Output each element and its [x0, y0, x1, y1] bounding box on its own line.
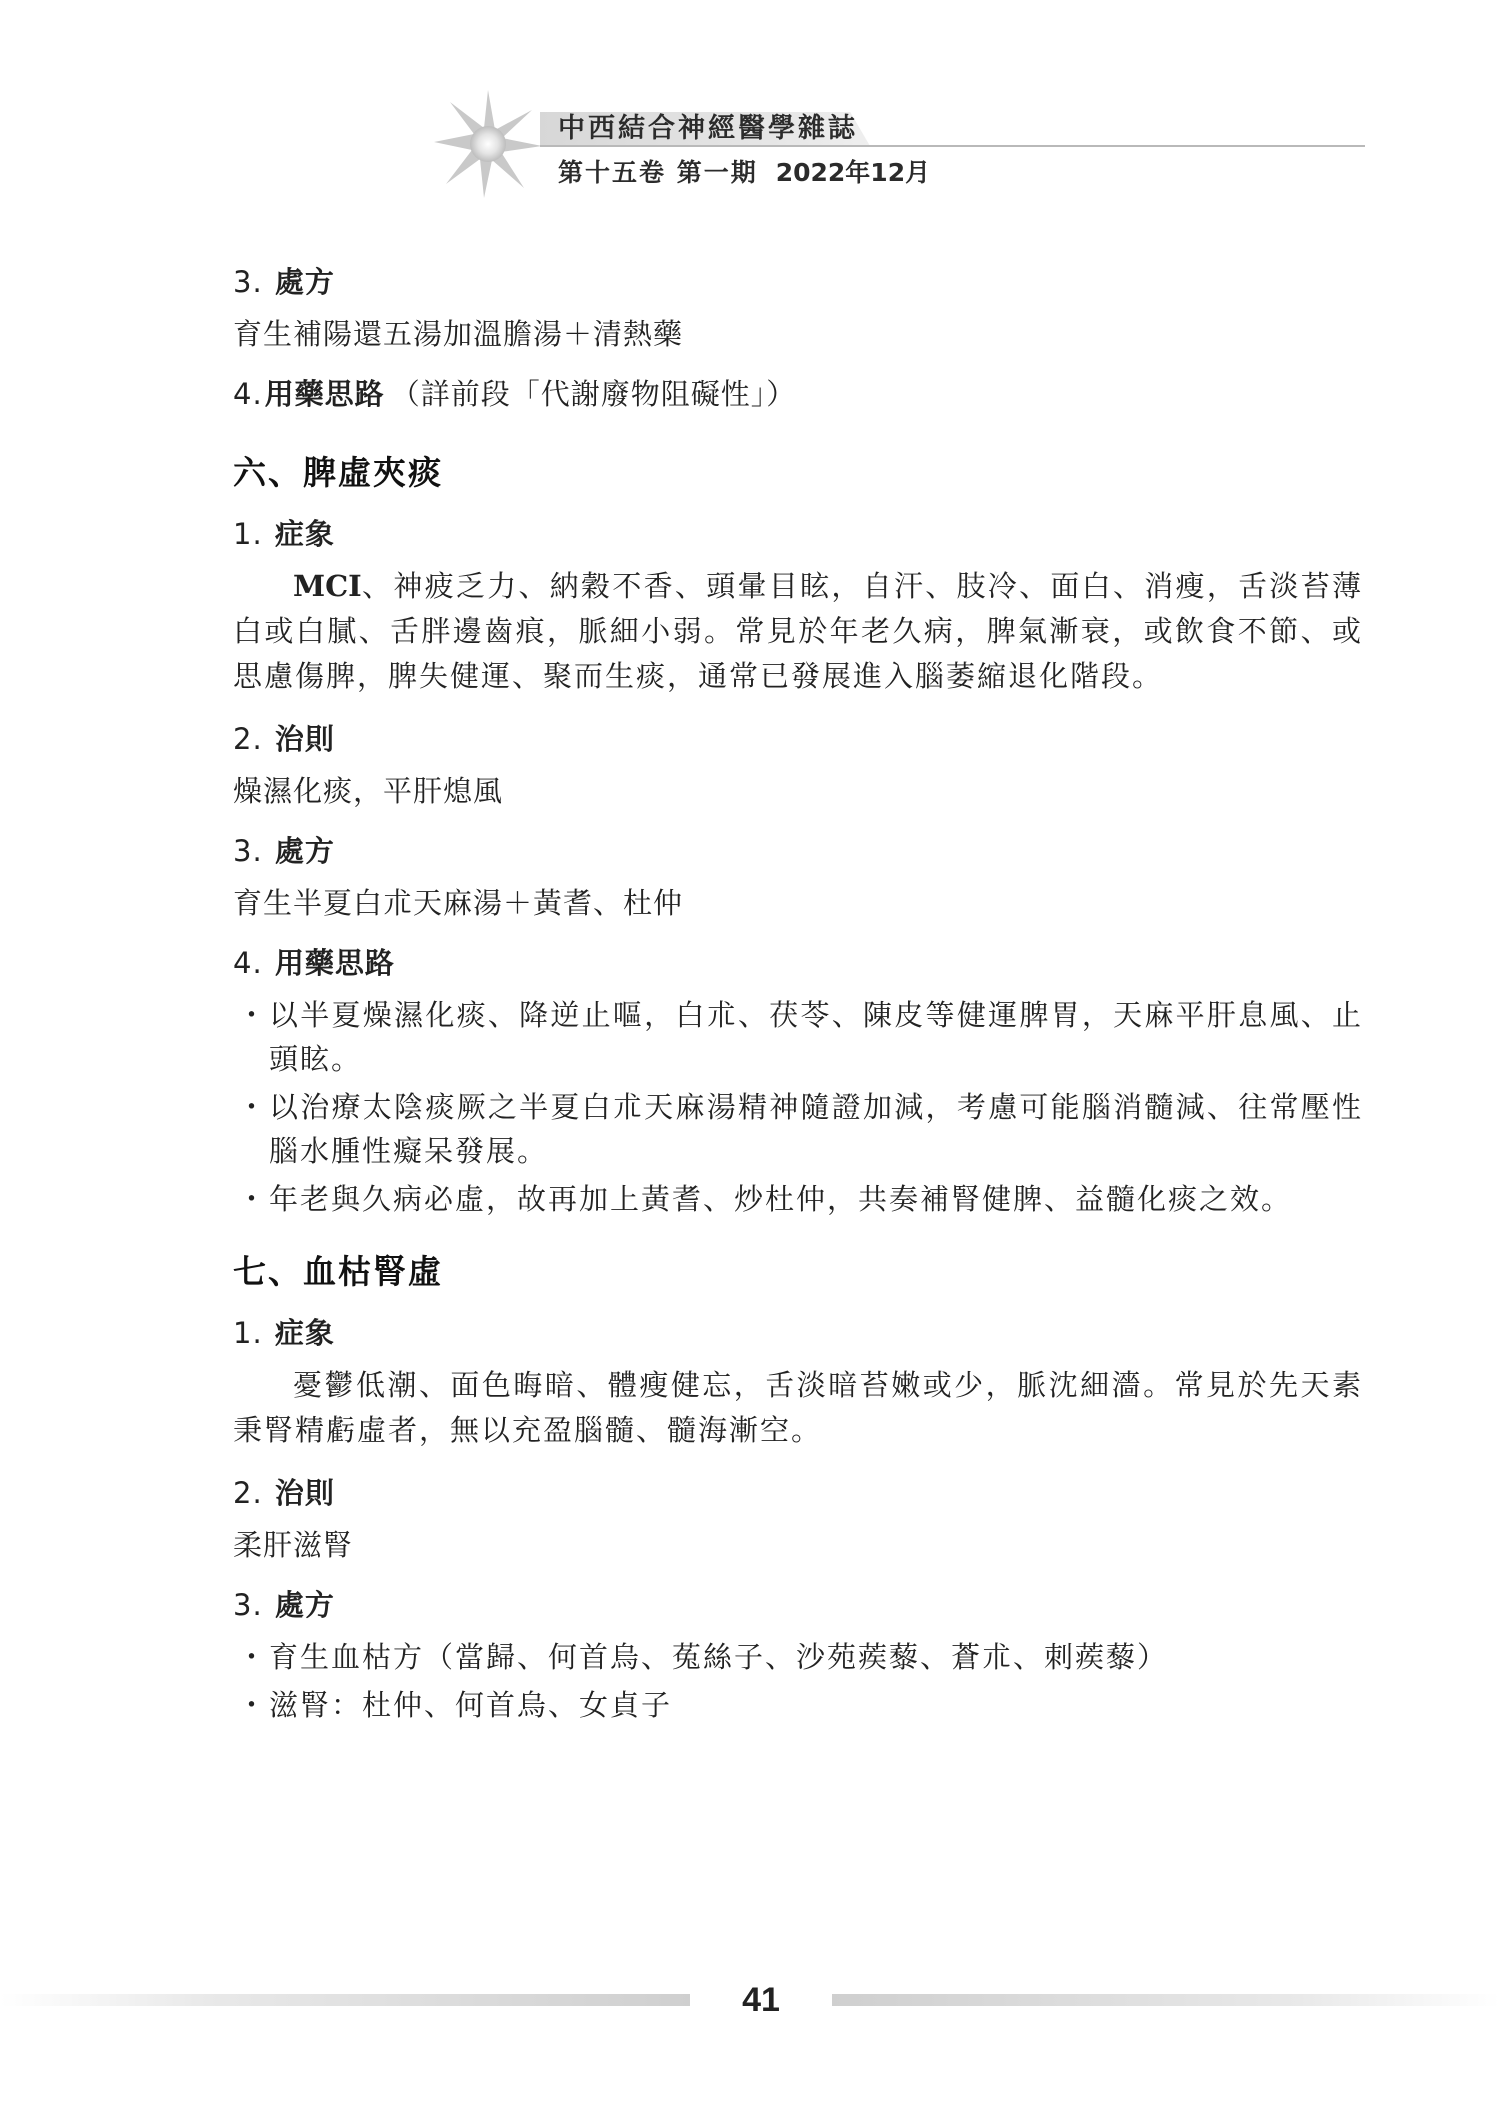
bullet-icon: ・ [237, 1090, 269, 1124]
subheading-prescription: 3. 處方 [233, 834, 335, 868]
footer-rule-right [832, 1994, 1500, 2006]
subheading-symptoms: 1. 症象 [233, 1316, 335, 1350]
bullet-icon: ・ [237, 1182, 269, 1216]
symptoms-paragraph: MCI、神疲乏力、納穀不香、頭暈目眩，自汗、肢冷、面白、消瘦，舌淡苔薄白或白膩、舌胖邊齒痕，脈細小弱。常見於年老久病，脾氣漸衰，或飲食不節、或思慮傷脾，脾失健運、聚而生痰，通常已發展進入腦萎縮退化階段。 [233, 569, 1363, 693]
list-item: ・ 以半夏燥濕化痰、降逆止嘔，白朮、茯苓、陳皮等健運脾胃，天麻平肝息風、止頭眩。 [233, 993, 1363, 1081]
subheading-medication-rationale: 4. 用藥思路 （詳前段「代謝廢物阻礙性」） [233, 374, 1363, 414]
mci-term: MCI [293, 569, 362, 603]
prescription-text: 育生半夏白朮天麻湯＋黃耆、杜仲 [233, 886, 684, 920]
bullet-icon: ・ [237, 1640, 269, 1674]
section-heading-7: 七、血枯腎虛 [233, 1252, 443, 1291]
treatment-principle-text: 燥濕化痰，平肝熄風 [233, 774, 504, 808]
list-item: ・ 以治療太陰痰厥之半夏白朮天麻湯精神隨證加減，考慮可能腦消髓減、往常壓性腦水腫性癡呆發展。 [233, 1085, 1363, 1173]
journal-star-logo [432, 88, 544, 200]
footer-rule-left [0, 1994, 690, 2006]
rationale-list [233, 993, 1363, 1221]
symptoms-paragraph: 憂鬱低潮、面色晦暗、體瘦健忘，舌淡暗苔嫩或少，脈沈細濇。常見於先天素秉腎精虧虛者，無以充盈腦髓、髓海漸空。 [233, 1368, 1363, 1447]
subheading-prescription: 3. 處方 [233, 1588, 335, 1622]
section-heading-6: 六、脾虛夾痰 [233, 453, 443, 492]
subheading-symptoms: 1. 症象 [233, 517, 335, 551]
bullet-icon: ・ [237, 998, 269, 1032]
list-item: ・ 育生血枯方（當歸、何首烏、菟絲子、沙苑蒺藜、蒼朮、刺蒺藜） [233, 1635, 1363, 1679]
treatment-principle-text: 柔肝滋腎 [233, 1528, 354, 1562]
subheading-prescription: 3. 處方 [233, 265, 335, 299]
issue-volume: 第十五卷 第一期 [558, 158, 758, 187]
bullet-icon: ・ [237, 1688, 269, 1722]
header-rule [540, 145, 1365, 147]
rationale-note: （詳前段「代謝廢物阻礙性」） [390, 377, 797, 411]
subheading-treatment-principle: 2. 治則 [233, 1476, 335, 1510]
prescription-list [233, 1635, 1363, 1727]
list-item: ・ 滋腎：杜仲、何首烏、女貞子 [233, 1683, 1363, 1727]
prescription-text: 育生補陽還五湯加溫膽湯＋清熱藥 [233, 317, 684, 351]
issue-date: 2022年12月 [775, 158, 931, 187]
subheading-treatment-principle: 2. 治則 [233, 722, 335, 756]
subheading-medication-rationale: 4. 用藥思路 [233, 946, 395, 980]
page-number: 41 [742, 1981, 780, 2019]
journal-title: 中西結合神經醫學雜誌 [558, 113, 858, 144]
list-item: ・ 年老與久病必虛，故再加上黃耆、炒杜仲，共奏補腎健脾、益髓化痰之效。 [233, 1177, 1363, 1221]
article-body [233, 262, 1363, 1747]
issue-line [558, 157, 930, 189]
